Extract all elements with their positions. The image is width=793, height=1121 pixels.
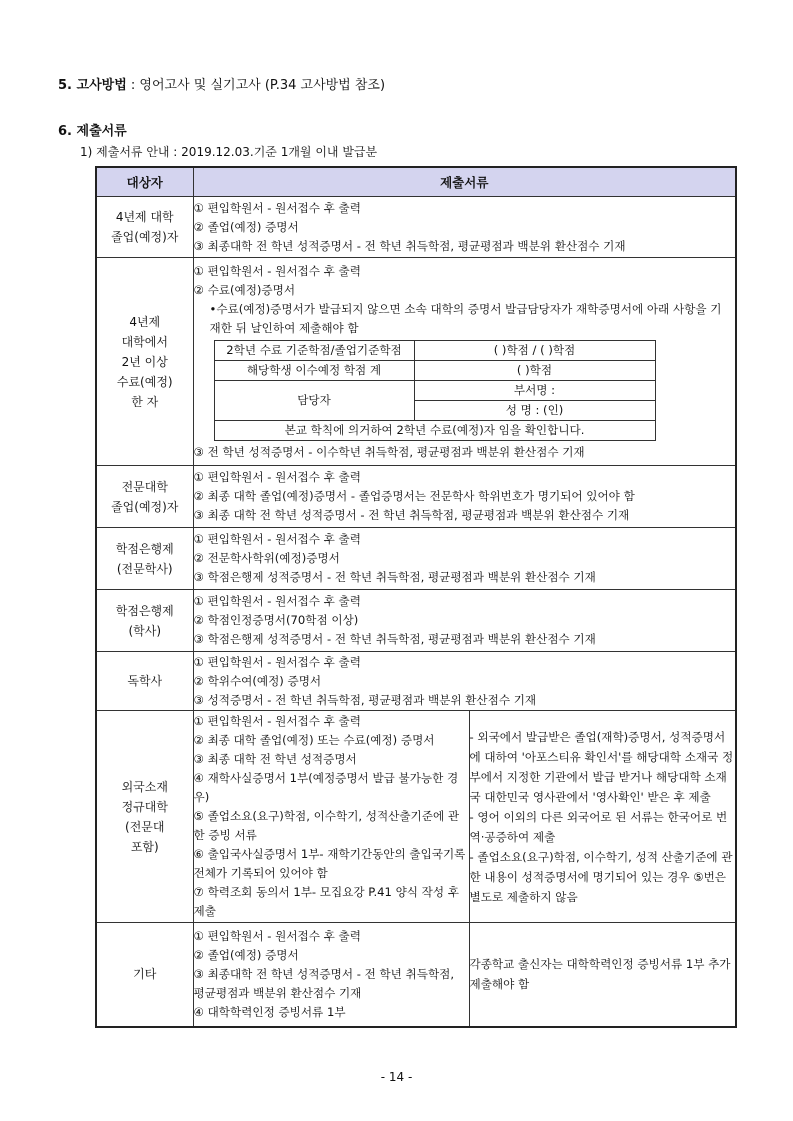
docs-cell: ① 편입학원서 - 원서접수 후 출력 ② 학위수여(예정) 증명서 ③ 성적증명서 - 전 학년 취득학점, 평균평점과 백분위 환산점수 기재	[193, 652, 736, 711]
docs-cell: ① 편입학원서 - 원서접수 후 출력 ② 학점인정증명서(70학점 이상) ③ 학점은행제 성적증명서 - 전 학년 취득학점, 평균평점과 백분위 환산점수 기재	[193, 590, 736, 652]
table-row	[96, 466, 736, 528]
table-row	[96, 258, 736, 466]
docs-cell-left: ① 편입학원서 - 원서접수 후 출력 ② 졸업(예정) 증명서 ③ 최종대학 전 학년 성적증명서 - 전 학년 취득학점, 평균평점과 백분위 환산점수 기재 ④ 대학학력인정 증빙서류 1부	[193, 923, 469, 1027]
table-row	[96, 528, 736, 590]
section-5-body: : 영어고사 및 실기고사 (P.34 고사방법 참조)	[126, 78, 386, 93]
table-header-row	[96, 167, 736, 197]
target-cell: 전문대학 졸업(예정)자	[96, 466, 193, 528]
table-row	[96, 711, 736, 923]
table-row	[96, 197, 736, 258]
header-docs: 제출서류	[193, 167, 736, 197]
docs-cell-right: 각종학교 출신자는 대학학력인정 증빙서류 1부 추가 제출해야 함	[469, 923, 736, 1027]
section-5-heading	[58, 74, 385, 93]
target-cell: 학점은행제 (전문학사)	[96, 528, 193, 590]
docs-cell: ① 편입학원서 - 원서접수 후 출력 ② 전문학사학위(예정)증명서 ③ 학점은행제 성적증명서 - 전 학년 취득학점, 평균평점과 백분위 환산점수 기재	[193, 528, 736, 590]
documents-table	[95, 166, 737, 1028]
section-5-title: 5. 고사방법	[58, 78, 127, 93]
target-cell: 4년제 대학에서 2년 이상 수료(예정) 한 자	[96, 258, 193, 466]
target-cell: 4년제 대학 졸업(예정)자	[96, 197, 193, 258]
table-row	[96, 652, 736, 711]
table-row	[96, 590, 736, 652]
docs-cell-right: - 외국에서 발급받은 졸업(재학)증명서, 성적증명서에 대하여 '아포스티유 확인서'를 해당대학 소재국 정부에서 지정한 기관에서 발급 받거나 해당대학 소재국 대한민국 영사관에서 '영사확인' 받은 후 제출 - 영어 이외의 다른 외국어로 된 서류는 한국어로 번역·공증하여 제출 - 졸업소요(요구)학점, 이수학기, 성적 산출기준에 관한 내용이 성적증명서에 명기되어 있는 경우 ⑤번은 별도로 제출하지 않음	[469, 711, 736, 923]
target-cell: 기타	[96, 923, 193, 1027]
header-target: 대상자	[96, 167, 193, 197]
section-6-title: 6. 제출서류	[58, 124, 127, 139]
page-number: - 14 -	[380, 1070, 413, 1084]
docs-cell: ① 편입학원서 - 원서접수 후 출력 ② 최종 대학 졸업(예정)증명서 - 졸업증명서는 전문학사 학위번호가 명기되어 있어야 함 ③ 최종 대학 전 학년 성적증명서 - 전 학년 취득학점, 평균평점과 백분위 환산점수 기재	[193, 466, 736, 528]
target-cell: 독학사	[96, 652, 193, 711]
table-row	[96, 923, 736, 1027]
note-text: •수료(예정)증명서가 발급되지 않으면 소속 대학의 증명서 발급담당자가 재학증명서에 아래 사항을 기재한 뒤 날인하여 제출해야 함	[209, 301, 722, 335]
target-cell: 외국소재 정규대학 (전문대 포함)	[96, 711, 193, 923]
target-cell: 학점은행제 (학사)	[96, 590, 193, 652]
submission-guide-note: 1) 제출서류 안내 : 2019.12.03.기준 1개월 이내 발급분	[80, 145, 378, 159]
docs-cell-left: ① 편입학원서 - 원서접수 후 출력 ② 최종 대학 졸업(예정) 또는 수료(예정) 증명서 ③ 최종 대학 전 학년 성적증명서 ④ 재학사실증명서 1부(예정증명서 발급 불가능한 경우) ⑤ 졸업소요(요구)학점, 이수학기, 성적산출기준에 관한 증빙 서류 ⑥ 출입국사실증명서 1부- 재학기간동안의 출입국기록 전체가 기록되어 있어야 함 ⑦ 학력조회 동의서 1부- 모집요강 P.41 양식 작성 후 제출	[193, 711, 469, 923]
docs-cell: ① 편입학원서 - 원서접수 후 출력 ② 졸업(예정) 증명서 ③ 최종대학 전 학년 성적증명서 - 전 학년 취득학점, 평균평점과 백분위 환산점수 기재	[193, 197, 736, 258]
docs-cell: ① 편입학원서 - 원서접수 후 출력 ② 수료(예정)증명서 •수료(예정)증명서가 발급되지 않으면 소속 대학의 증명서 발급담당자가 재학증명서에 아래 사항을 기재한 뒤 날인하여 제출해야 함 2학년 수료 기준학점/졸업기준학점 ( )학점 / ( )학점 해당학생 이수예정 학점 계 ( )학점 담당자 부서명 : 성 명 : (인) 본교 학칙에 의거하여 2학년 수료(예정)자 임을 확인합니다. ③ 전 학년 성적증명서 - 이수학년 취득학점, 평균평점과 백분위 환산점수 기재	[193, 258, 736, 466]
confirmation-form-table: 2학년 수료 기준학점/졸업기준학점 ( )학점 / ( )학점 해당학생 이수예정 학점 계 ( )학점 담당자 부서명 : 성 명 : (인) 본교 학칙에 의거하여 2학년 수료(예정)자 임을 확인합니다.	[214, 340, 656, 441]
